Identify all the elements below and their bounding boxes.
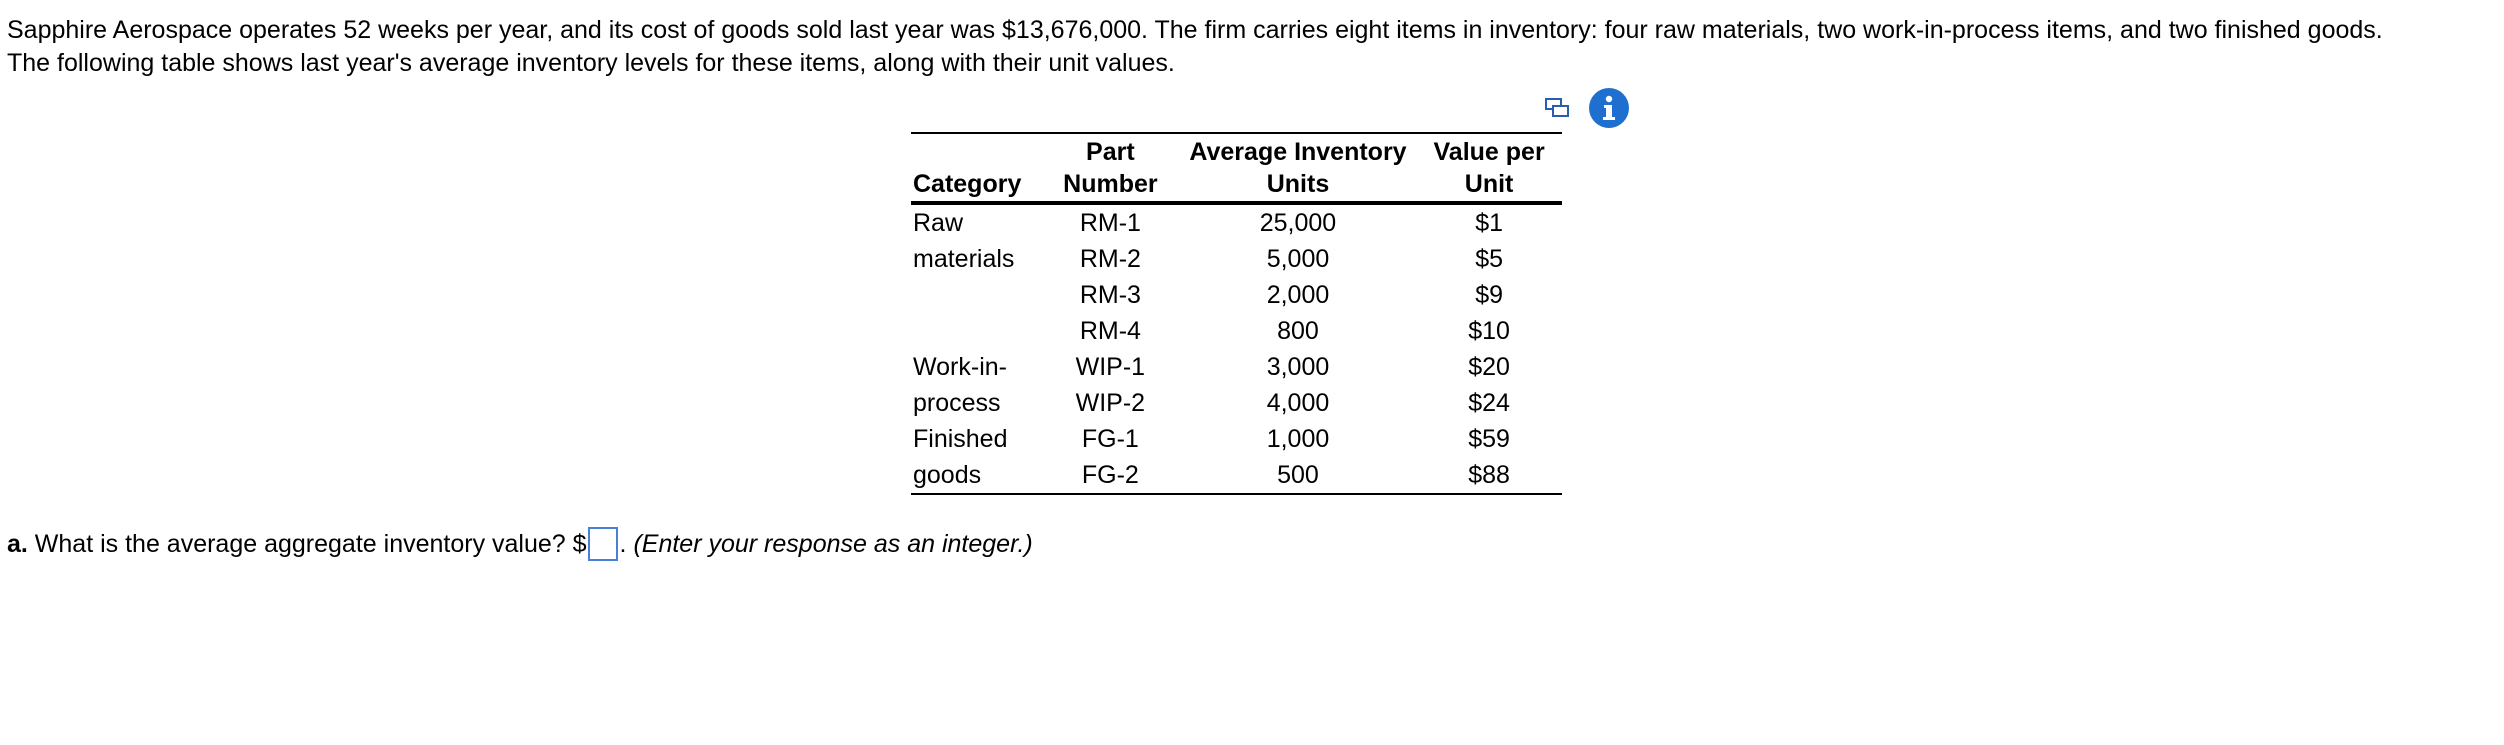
category-cell: Finished: [913, 425, 1008, 453]
table-row: [911, 385, 1562, 421]
category-cell: Work-in-: [913, 353, 1007, 381]
table-header-row: [911, 168, 1562, 203]
table-row: [911, 241, 1562, 277]
part-number-cell: FG-2: [1041, 457, 1179, 494]
average-units-cell: 3,000: [1266, 353, 1330, 381]
header-category: Category: [911, 168, 1041, 203]
question-hint: (Enter your response as an integer.): [633, 530, 1033, 558]
category-cell: [911, 277, 1041, 313]
part-number-cell: RM-4: [1079, 317, 1141, 345]
unit-value-cell: $59: [1468, 425, 1510, 453]
unit-value-cell: $9: [1475, 281, 1503, 309]
table-header-row: [911, 133, 1562, 168]
average-units-cell: 4,000: [1266, 389, 1330, 417]
header-average-inventory-line-1: Average Inventory: [1179, 133, 1416, 168]
unit-value-cell: $24: [1468, 389, 1510, 417]
table-row: [911, 457, 1562, 494]
problem-statement: [7, 14, 2497, 80]
category-cell: materials: [913, 245, 1015, 273]
problem-text-line-1: Sapphire Aerospace operates 52 weeks per year, and its cost of goods sold last year was $13,676,000. The firm carries eight items in inventory: four raw materials, two work-in-process items, and two finished goods.: [7, 16, 2383, 44]
table-toolbar: [1543, 88, 1629, 128]
part-number-cell: WIP-2: [1075, 389, 1146, 417]
info-icon[interactable]: [1589, 88, 1629, 128]
header-part-line-2: Number: [1041, 168, 1179, 203]
average-units-cell: 800: [1277, 317, 1319, 345]
average-units-cell: 2,000: [1266, 281, 1330, 309]
average-units-cell: 500: [1179, 457, 1416, 494]
header-average-inventory-line-2: Units: [1179, 168, 1416, 203]
table-row: [911, 349, 1562, 385]
part-number-cell: RM-1: [1079, 209, 1141, 237]
header-value-line-2: Unit: [1417, 168, 1562, 203]
average-units-cell: 5,000: [1266, 245, 1330, 273]
part-number-cell: RM-3: [1079, 281, 1141, 309]
unit-value-cell: $20: [1468, 353, 1510, 381]
part-number-cell: WIP-1: [1075, 353, 1146, 381]
header-part-line-1: Part: [1041, 133, 1179, 168]
part-number-cell: FG-1: [1081, 425, 1139, 453]
answer-input[interactable]: [588, 527, 618, 561]
category-cell: [911, 313, 1041, 349]
category-cell: process: [913, 389, 1001, 417]
table-row: [911, 203, 1562, 241]
question-label: a.: [7, 530, 28, 558]
inventory-table-container: [911, 132, 1562, 495]
category-cell: goods: [911, 457, 1041, 494]
header-category-top: [911, 133, 1041, 168]
unit-value-cell: $88: [1417, 457, 1562, 494]
part-number-cell: RM-2: [1079, 245, 1141, 273]
unit-value-cell: $1: [1475, 209, 1503, 237]
table-row: [911, 313, 1562, 349]
inventory-table: [911, 132, 1562, 495]
unit-value-cell: $5: [1475, 245, 1503, 273]
question-punctuation: .: [619, 530, 634, 558]
question-a: [7, 526, 1033, 562]
unit-value-cell: $10: [1468, 317, 1510, 345]
table-row: [911, 277, 1562, 313]
question-text: What is the average aggregate inventory value? $: [27, 530, 587, 558]
table-row: [911, 421, 1562, 457]
category-cell: Raw: [913, 209, 964, 237]
copy-icon[interactable]: [1543, 94, 1571, 122]
average-units-cell: 1,000: [1266, 425, 1330, 453]
problem-text-line-2: The following table shows last year's average inventory levels for these items, along with their unit values.: [7, 49, 1175, 77]
average-units-cell: 25,000: [1259, 209, 1337, 237]
header-value-line-1: Value per: [1417, 133, 1562, 168]
